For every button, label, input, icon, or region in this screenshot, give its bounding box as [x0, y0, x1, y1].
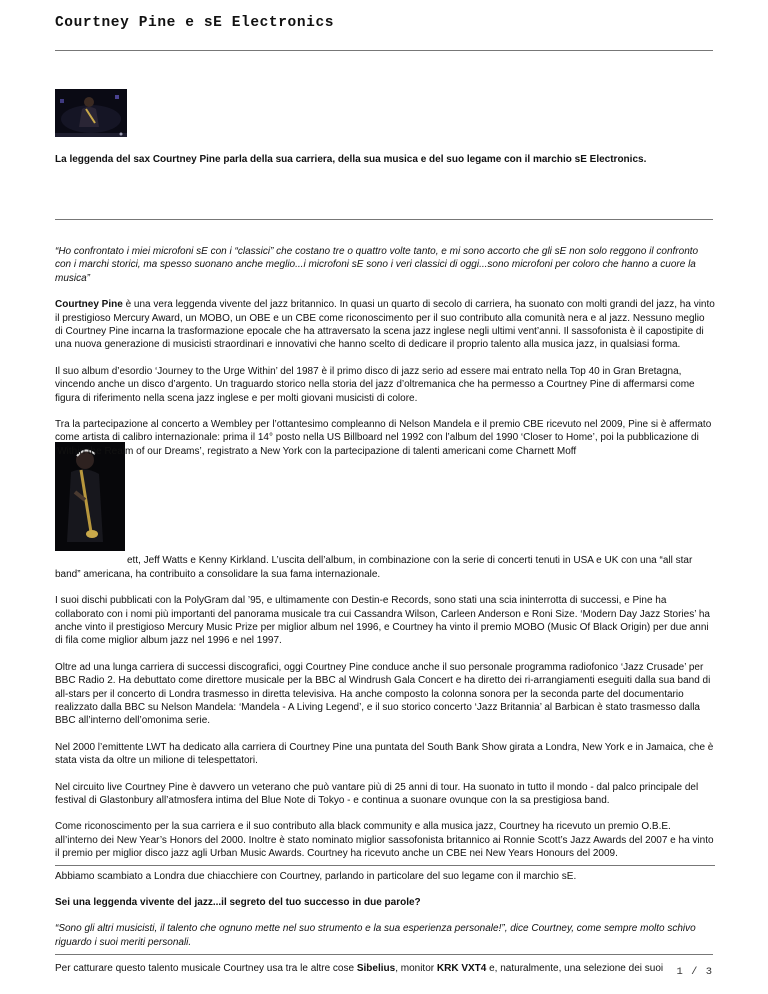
- paragraph-gear: Per catturare questo talento musicale Courtney usa tra le altre cose Sibelius, monitor KRK VXT4 e, naturalmente, una selezione dei suoi: [55, 963, 664, 975]
- section-divider: [55, 219, 713, 220]
- paragraph-international: Tra la partecipazione al concerto a Wembley per l’ottantesimo compleanno di Nelson Mandela e il premio CBE ricevuto nel 2009, Pine si è affermato come artista di calibro internazionale: prima il 14° posto nella US Billboard nel 1992 con l’album del 1990 ‘Closer to Home’, poi la pubblicazione di ‘Within the Realm of our Dreams’, registrato a New York con la partecipazione di talenti americani come Charnett Moff ett, Jeff Watts e Kenny Kirkland. L’uscita dell’album, in combinazione con la serie di concerti tenuti in USA e UK con una “all star band” americana, ha contribuito a consolidare la sua fama internazionale.: [55, 418, 715, 581]
- paragraph-interview-intro: Abbiamo scambiato a Londra due chiacchiere con Courtney, parlando in particolare del suo legame con il marchio sE.: [55, 870, 577, 882]
- paragraph-live: Nel circuito live Courtney Pine è davvero un veterano che può vantare più di 25 anni di tour. Ha suonato in tutto il mondo - dal palco principale del festival di Glastonbury all’atmosfera intima del Blue Note di Tokyo - e continua a suonare ovunque con la sa prestigiosa band.: [55, 781, 699, 806]
- paragraph-polygram: I suoi dischi pubblicati con la PolyGram dal ’95, e ultimamente con Destin-e Records, sono stati una scia ininterrotta di successi, e Pine ha collaborato con i nomi più importanti del panorama musicale tra cui Cassandra Wilson, Carleen Anderson e Roni Size. ‘Modern Day Jazz Stories’ ha anche vinto il prestigioso Mercury Music Prize per miglior album nel 1996, e Courtney ha vinto il premio MOBO (Music Of Black Origin) per due anni di fila come miglior album jazz nel 1996 e nel 1997.: [55, 595, 710, 647]
- page-title: Courtney Pine e sE Electronics: [55, 15, 335, 31]
- interview-answer: “Sono gli altri musicisti, il talento che ognuno mette nel suo strumento e la sua esperienza personale!”, dice Courtney, come sempre molto schivo riguardo i suoi meriti personali.: [55, 923, 696, 948]
- paragraph-intro: Courtney Pine è una vera leggenda vivente del jazz britannico. In quasi un quarto di secolo di carriera, ha suonato con molti grandi del jazz, ha vinto il prestigioso Mercury Award, un MOBO, un OBE e un CBE come riconoscimento per il suo contributo alla comunità nera e al jazz. Nessuno meglio di Courtney Pine incarna la trasformazione epocale che ha attraversato la scena jazz inglese negli ultimi vent’anni. Il sassofonista è il capostipite di una nuova generazione di musicisti straordinari e innovativi che hanno scelto di dedicare il proprio talento alla musica jazz, in qualsiasi forma.: [55, 299, 715, 351]
- header-divider: [55, 50, 713, 51]
- opening-quote: “Ho confrontato i miei microfoni sE con i “classici” che costano tre o quattro volte tanto, e mi sono accorto che gli sE non solo reggono il confronto con i marchi storici, ma spesso suonano anche meglio...i microfoni sE sono i veri classici di oggi...sono microfoni per coloro che hanno a cuore la musica”: [55, 246, 699, 284]
- paragraph-lwt: Nel 2000 l’emittente LWT ha dedicato alla carriera di Courtney Pine una puntata del South Bank Show girata a Londra, New York e in Jamaica, che è stata vista da oltre un milione di telespettatori.: [55, 741, 714, 767]
- article-body: [55, 245, 715, 989]
- image-spacer: [55, 458, 715, 554]
- courtney-pine-photo-stage: [55, 89, 127, 137]
- interview-divider: [55, 865, 715, 866]
- paragraph-awards: Come riconoscimento per la sua carriera e il suo contributo alla black community e alla musica jazz, Courtney ha ricevuto un premio O.B.E. all’interno dei New Year’s Honors del 2000. Inoltre è stato nominato miglior sassofonista britannico ai Ronnie Scott’s Jazz Awards del 2007 e ha vinto il premio per miglior disco jazz agli Urban Music Awards. Courtney ha ricevuto anche un CBE nei New Years Honours del 2009.: [55, 821, 714, 860]
- artist-name: Courtney Pine: [55, 299, 123, 311]
- footer-divider: [55, 954, 713, 955]
- page-number: 1 / 3: [676, 966, 713, 978]
- paragraph-radio: Oltre ad una lunga carriera di successi discografici, oggi Courtney Pine conduce anche il suo personale programma radiofonico ‘Jazz Crusade’ per BBC Radio 2. Ha debuttato come direttore musicale per la BBC al Windrush Gala Concert e ha diretto dei ri-arrangiamenti eseguiti dalla sua band di all-stars per il concerto di Londra trasmesso in diretta televisiva. Ha anche composto la colonna sonora per la seconda parte del documentario realizzato dalla BBC su Nelson Mandela: ‘Mandela - A Living Legend’, e il suo storico concerto ‘Jazz Britannia’ al Barbican è stato trasmesso dalla BBC all’interno dell’omonima serie.: [55, 661, 711, 727]
- paragraph-debut-album: Il suo album d’esordio ‘Journey to the Urge Within’ del 1987 è il primo disco di jazz serio ad essere mai entrato nella Top 40 in Gran Bretagna, vincendo anche un disco d’argento. Un traguardo storico nella storia del jazz d’oltremanica che ha permesso a Courtney Pine di affermarsi come figura di riferimento nella scena jazz inglese e per molti giovani musicisti di colore.: [55, 365, 695, 404]
- lead-paragraph: La leggenda del sax Courtney Pine parla della sua carriera, della sua musica e del suo legame con il marchio sE Electronics.: [55, 154, 647, 165]
- interview-question: Sei una leggenda vivente del jazz...il segreto del tuo successo in due parole?: [55, 897, 421, 908]
